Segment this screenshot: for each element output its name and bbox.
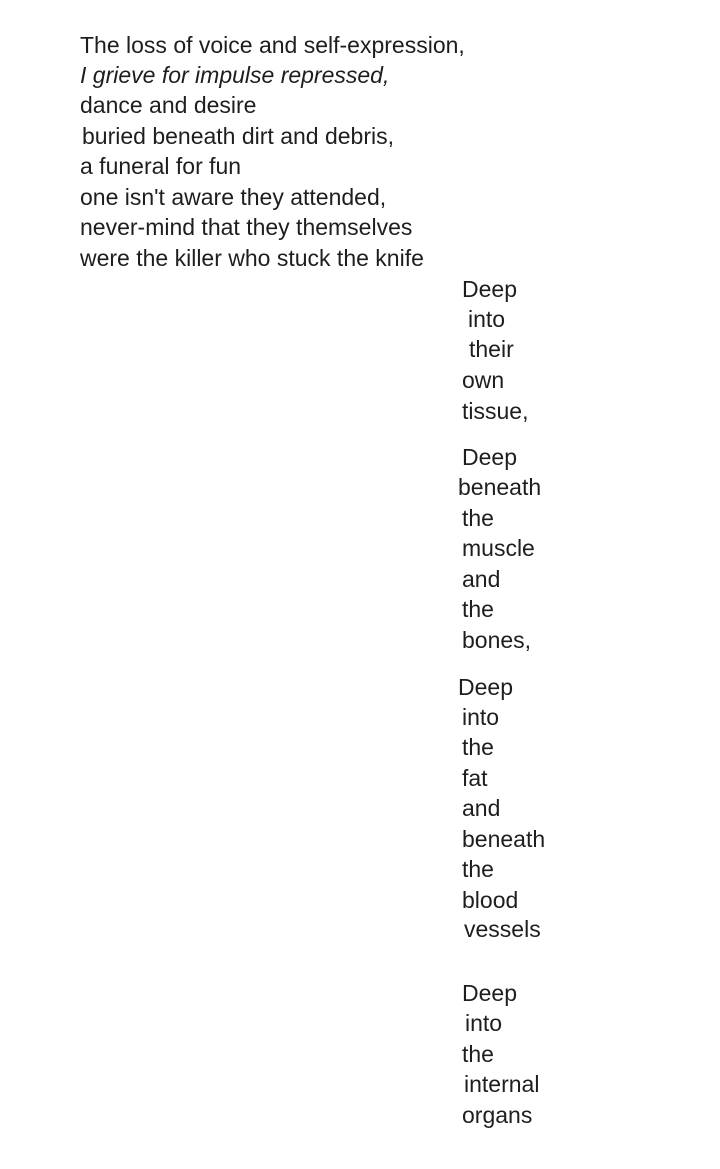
poem-word: the <box>462 856 494 882</box>
poem-word: into <box>462 704 500 730</box>
poem-line: buried beneath dirt and debris, <box>82 123 394 149</box>
poem-word: the <box>462 505 494 531</box>
poem-word: tissue, <box>462 398 529 424</box>
poem-line: dance and desire <box>80 92 257 118</box>
poem-line: were the killer who stuck the knife <box>80 245 424 271</box>
poem-word: the <box>462 734 494 760</box>
poem-word: own <box>462 367 505 393</box>
poem-word: the <box>462 1041 494 1067</box>
poem-line: a funeral for fun <box>80 153 242 179</box>
poem-line: one isn't aware they attended, <box>80 184 387 210</box>
poem-word: bones, <box>462 627 532 653</box>
poem-word: into <box>468 306 506 332</box>
poem-word: into <box>465 1010 503 1036</box>
poem-word: muscle <box>462 535 535 561</box>
poem-word: vessels <box>464 916 541 942</box>
poem-word: fat <box>462 765 488 791</box>
poem-word: Deep <box>462 980 517 1006</box>
poem-word: organs <box>462 1102 533 1128</box>
poem-word: blood <box>462 887 519 913</box>
poem-word: their <box>469 336 514 362</box>
poem-word: Deep <box>458 674 513 700</box>
poem-line: never-mind that they themselves <box>80 214 413 240</box>
poem-word: beneath <box>458 474 542 500</box>
poem-word: Deep <box>462 276 517 302</box>
poem-line-italic: I grieve for impulse repressed, <box>80 62 390 88</box>
poem-line: The loss of voice and self-expression, <box>80 32 465 58</box>
poem-word: Deep <box>462 444 517 470</box>
poem-word: beneath <box>462 826 546 852</box>
poem-word: and <box>462 566 501 592</box>
poem-word: and <box>462 795 501 821</box>
poem-word: the <box>462 596 494 622</box>
poem-word: internal <box>464 1071 540 1097</box>
